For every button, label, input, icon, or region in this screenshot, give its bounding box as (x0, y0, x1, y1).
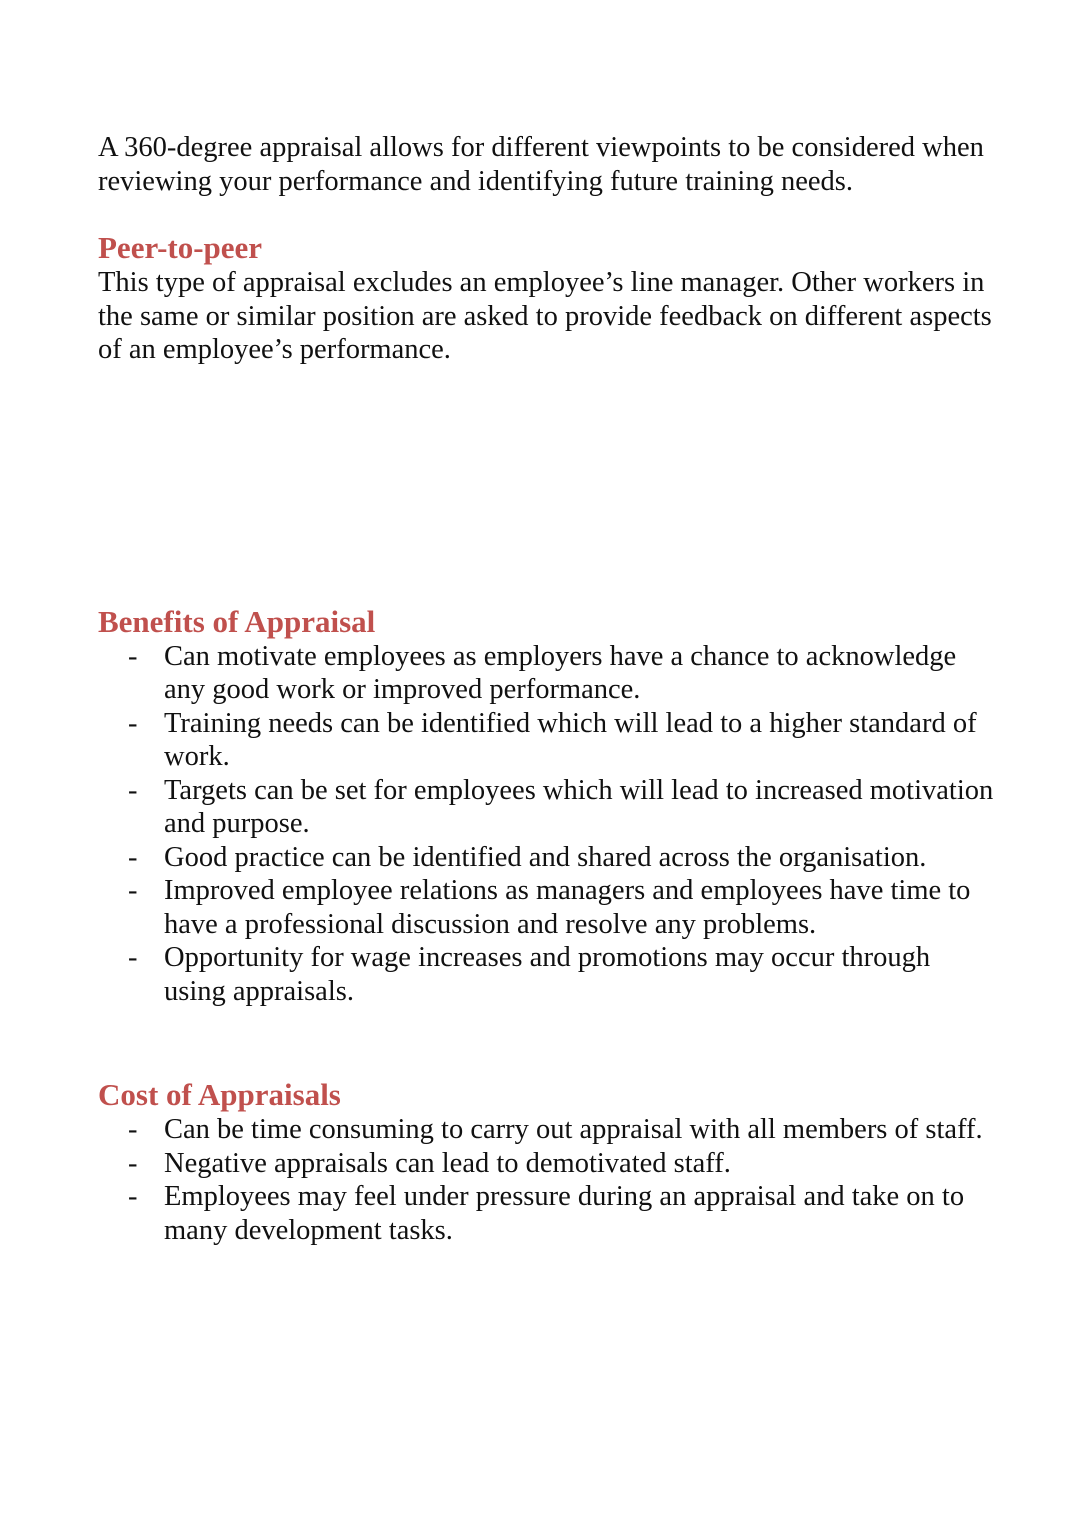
bullet-dash: - (128, 707, 138, 739)
list-item (98, 841, 998, 875)
bullet-dash: - (128, 942, 138, 973)
list-item (98, 874, 998, 941)
peer-to-peer-heading: Peer-to-peer (98, 230, 263, 265)
bullet-dash: - (128, 1181, 138, 1212)
bullet-dash: - (128, 841, 138, 873)
list-item (98, 941, 998, 1008)
bullet-dash: - (128, 1114, 138, 1145)
list-item-text: Targets can be set for employees which will lead to increased motivation and purpose. (164, 774, 994, 839)
list-item-text: Negative appraisals can lead to demotivated staff. (164, 1147, 731, 1179)
list-item-text: Can motivate employees as employers have a chance to acknowledge any good work or improved performance. (164, 640, 957, 705)
document-page (98, 131, 998, 1247)
benefits-heading: Benefits of Appraisal (98, 603, 376, 639)
list-item (98, 1180, 998, 1247)
list-item (98, 774, 998, 841)
list-item-text: Improved employee relations as managers and employees have time to have a professional discussion and resolve any problems. (164, 875, 971, 940)
list-item (98, 640, 998, 707)
list-item-text: Employees may feel under pressure during an appraisal and take on to many development tasks. (164, 1181, 965, 1246)
list-item-text: Good practice can be identified and shared across the organisation. (164, 841, 927, 873)
list-item (98, 1147, 998, 1181)
costs-heading: Cost of Appraisals (98, 1077, 341, 1112)
bullet-dash: - (128, 640, 138, 672)
list-item-text: Training needs can be identified which will lead to a higher standard of work. (164, 707, 977, 772)
list-item-text: Opportunity for wage increases and promotions may occur through using appraisals. (164, 942, 931, 1007)
peer-to-peer-paragraph: This type of appraisal excludes an employee’s line manager. Other workers in the same or similar position are asked to provide feedback on different aspects of an employee’s performance. (98, 267, 992, 365)
bullet-dash: - (128, 774, 138, 806)
bullet-dash: - (128, 1147, 138, 1179)
intro-paragraph: A 360-degree appraisal allows for different viewpoints to be considered when reviewing your performance and identifying future training needs. (98, 132, 984, 197)
list-item (98, 707, 998, 774)
costs-list (98, 1113, 998, 1247)
list-item-text: Can be time consuming to carry out appraisal with all members of staff. (164, 1114, 983, 1145)
benefits-list (98, 640, 998, 1009)
list-item (98, 1113, 998, 1147)
bullet-dash: - (128, 875, 138, 906)
